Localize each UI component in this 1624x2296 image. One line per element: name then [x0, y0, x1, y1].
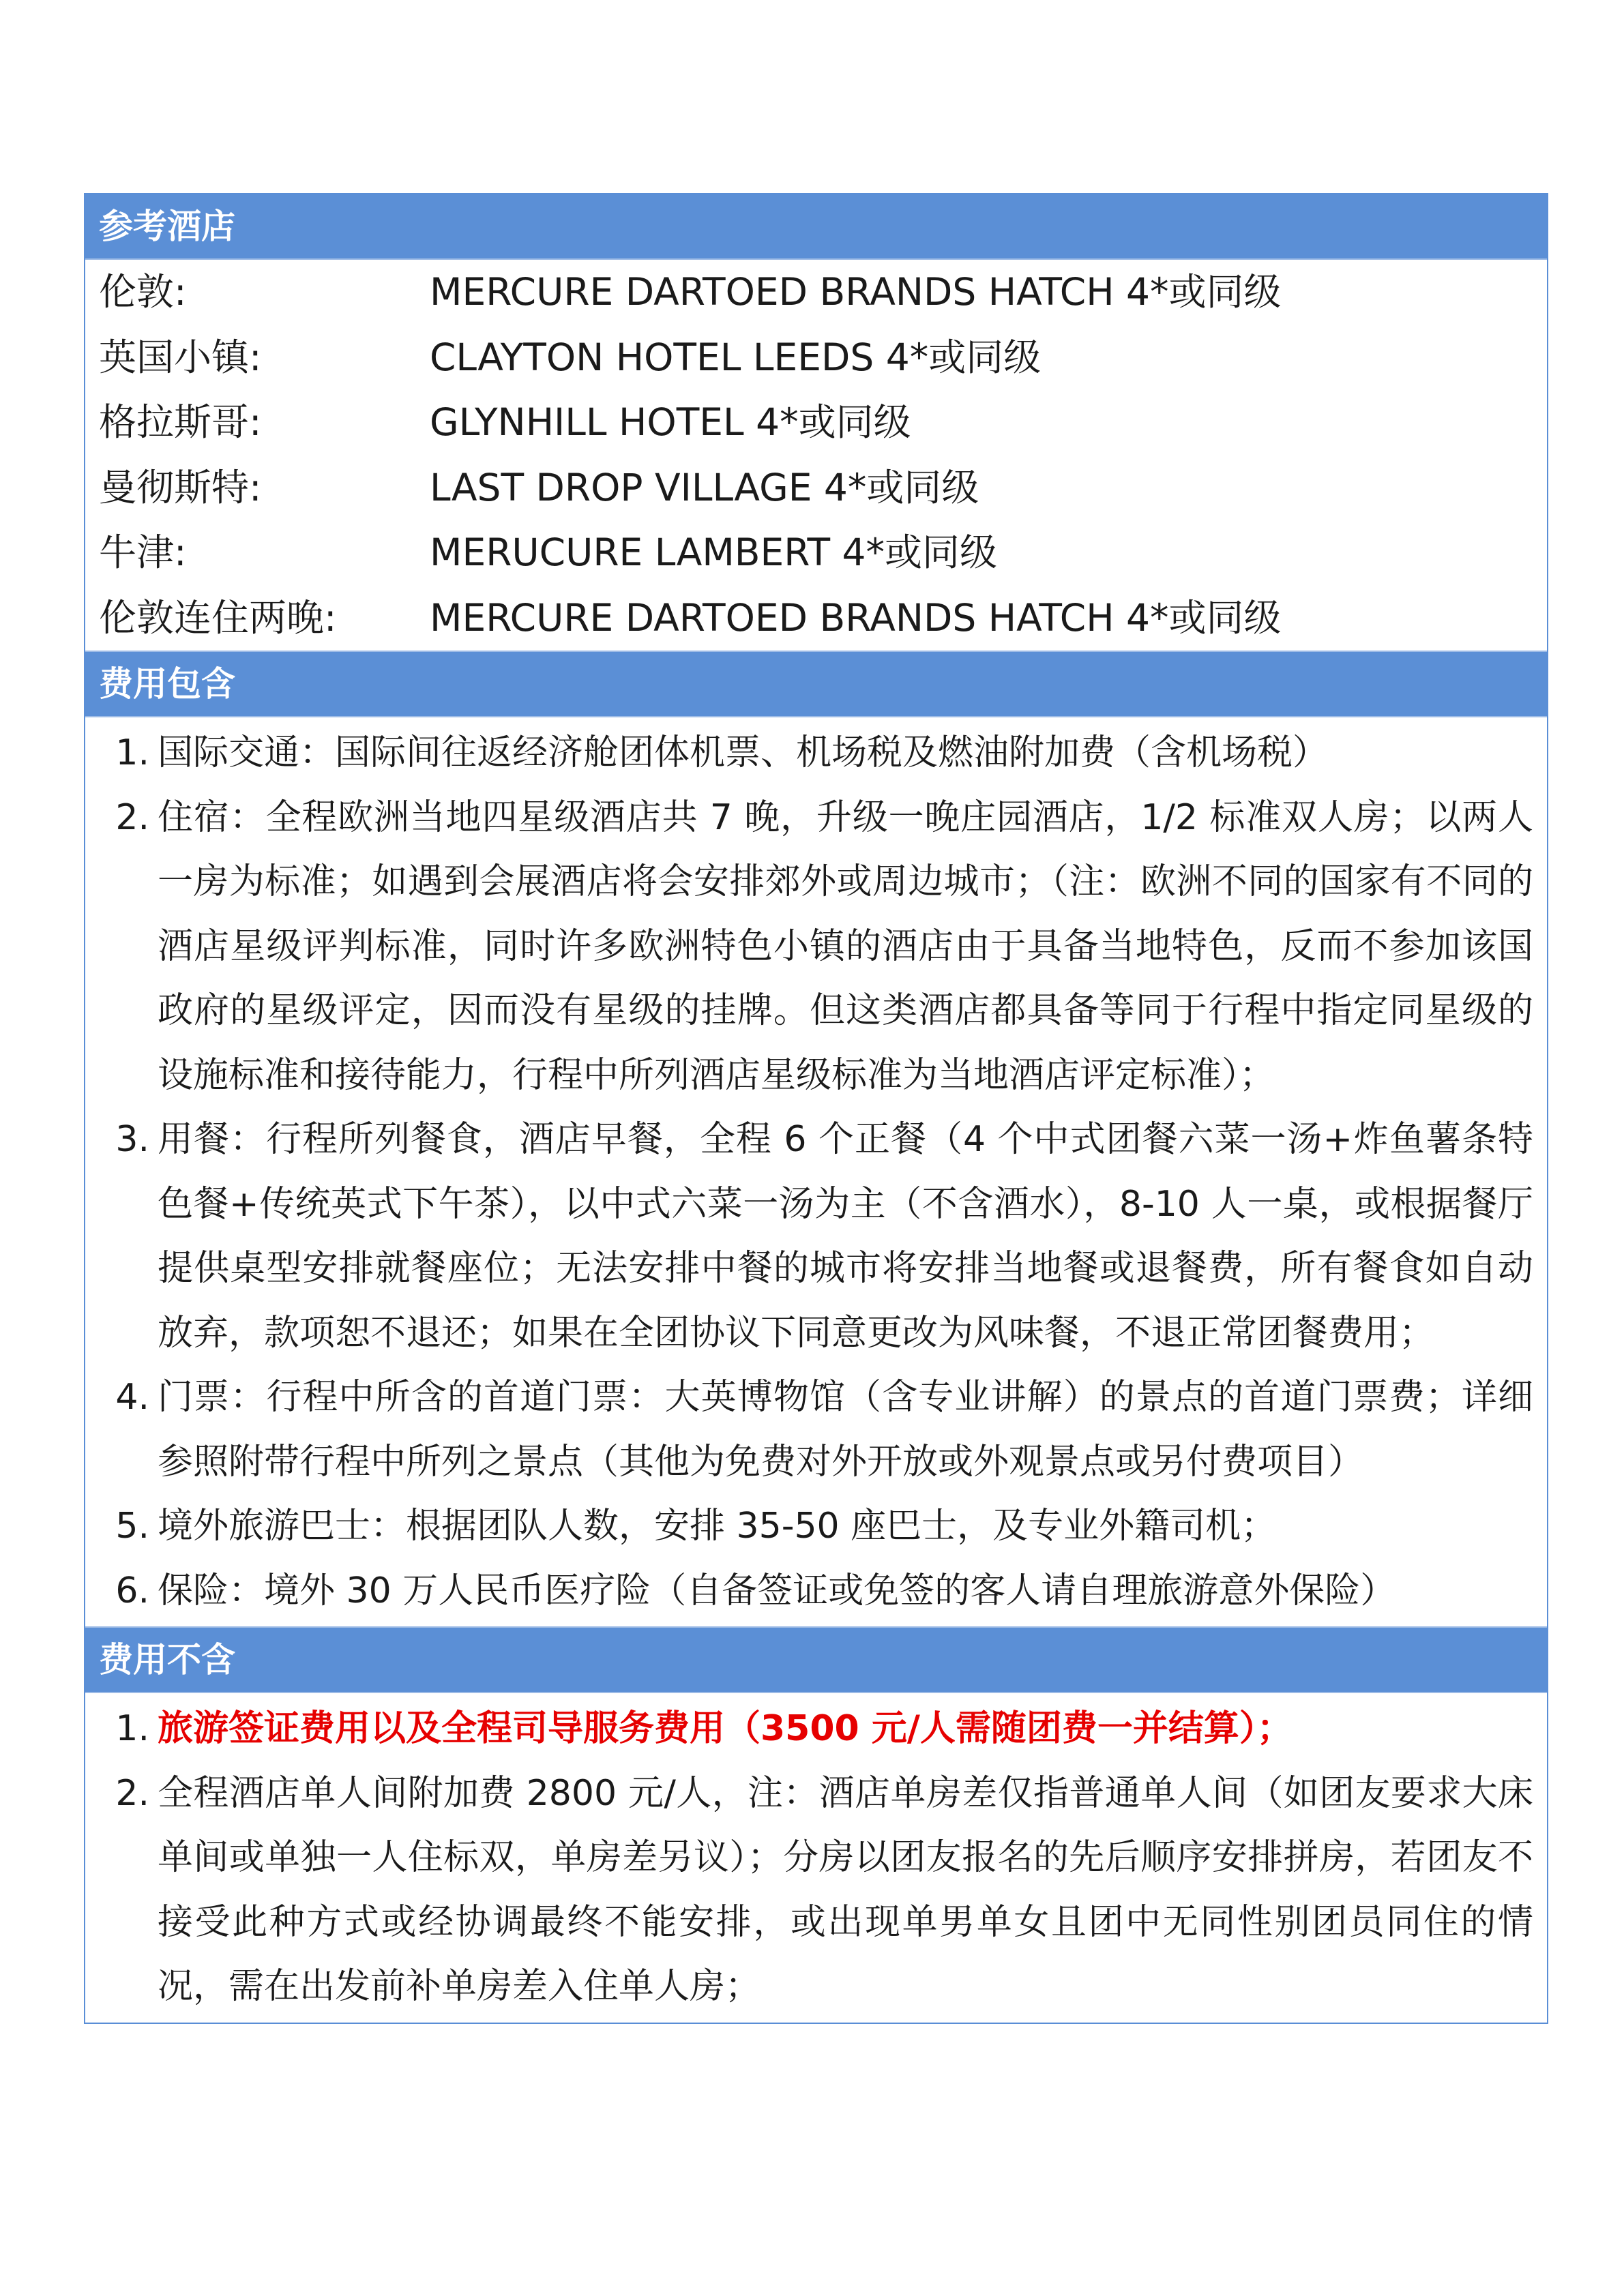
section-header-hotels: 参考酒店	[85, 194, 1547, 260]
hotel-name: MERUCURE LAMBERT 4*或同级	[430, 531, 998, 574]
list-item-highlighted	[85, 1697, 1547, 1761]
list-item	[85, 1365, 1547, 1494]
hotel-city: 格拉斯哥:	[99, 400, 262, 444]
hotel-name: MERCURE DARTOED BRANDS HATCH 4*或同级	[430, 270, 1282, 314]
hotel-city: 伦敦:	[99, 270, 187, 314]
item-number: 3.	[115, 1119, 149, 1160]
list-item	[85, 1559, 1547, 1624]
item-number: 1.	[115, 1708, 149, 1749]
hotel-name: LAST DROP VILLAGE 4*或同级	[430, 465, 979, 509]
hotel-row	[85, 260, 1547, 325]
section-header-included: 费用包含	[85, 651, 1547, 717]
hotel-city: 牛津:	[99, 531, 187, 574]
item-text: 旅游签证费用以及全程司导服务费用（3500 元/人需随团费一并结算）；	[158, 1708, 1293, 1749]
item-number: 2.	[115, 796, 149, 838]
section-header-excluded: 费用不含	[85, 1626, 1547, 1693]
itinerary-cost-table	[84, 193, 1548, 2024]
item-text: 国际交通：国际间往返经济舱团体机票、机场税及燃油附加费（含机场税）	[158, 732, 1329, 773]
hotel-row	[85, 520, 1547, 586]
list-item	[85, 1107, 1547, 1365]
hotel-row	[85, 456, 1547, 521]
item-text: 门票：行程中所含的首道门票：大英博物馆（含专业讲解）的景点的首道门票费；详细参照附带行程中所列之景点（其他为免费对外开放或外观景点或另付费项目）	[158, 1377, 1533, 1482]
item-number: 1.	[115, 732, 149, 773]
item-text: 用餐：行程所列餐食，酒店早餐，全程 6 个正餐（4 个中式团餐六菜一汤+炸鱼薯条特色餐+传统英式下午茶），以中式六菜一汤为主（不含酒水），8-10 人一桌，或根据餐厅提供桌型安排就餐座位；无法安排中餐的城市将安排当地餐或退餐费，所有餐食如自动放弃，款项恕不退还；如果在全团协议下同意更改为风味餐，不退正常团餐费用；	[158, 1119, 1533, 1354]
hotel-name: CLAYTON HOTEL LEEDS 4*或同级	[430, 335, 1042, 379]
hotel-city: 曼彻斯特:	[99, 465, 262, 509]
item-text: 住宿：全程欧洲当地四星级酒店共 7 晚，升级一晚庄园酒店，1/2 标准双人房；以两人一房为标准；如遇到会展酒店将会安排郊外或周边城市；（注：欧洲不同的国家有不同的酒店星级评判标准，同时许多欧洲特色小镇的酒店由于具备当地特色，反而不参加该国政府的星级评定，因而没有星级的挂牌。但这类酒店都具备等同于行程中指定同星级的设施标准和接待能力，行程中所列酒店星级标准为当地酒店评定标准）；	[158, 796, 1533, 1096]
list-item	[85, 721, 1547, 786]
list-item	[85, 1761, 1547, 2019]
item-number: 5.	[115, 1506, 149, 1547]
excluded-list	[85, 1693, 1547, 2023]
hotel-name: MERCURE DARTOED BRANDS HATCH 4*或同级	[430, 595, 1282, 640]
item-number: 4.	[115, 1377, 149, 1418]
hotel-row	[85, 325, 1547, 391]
list-item	[85, 786, 1547, 1108]
hotel-row	[85, 390, 1547, 456]
hotel-city: 伦敦连住两晚:	[99, 595, 337, 640]
item-text: 保险：境外 30 万人民币医疗险（自备签证或免签的客人请自理旅游意外保险）	[158, 1570, 1396, 1611]
hotel-list	[85, 260, 1547, 651]
hotel-name: GLYNHILL HOTEL 4*或同级	[430, 400, 911, 444]
item-number: 2.	[115, 1772, 149, 1814]
item-number: 6.	[115, 1570, 149, 1611]
item-text: 全程酒店单人间附加费 2800 元/人，注：酒店单房差仅指普通单人间（如团友要求大床单间或单独一人住标双，单房差另议）；分房以团友报名的先后顺序安排拼房，若团友不接受此种方式或经协调最终不能安排，或出现单男单女且团中无同性别团员同住的情况，需在出发前补单房差入住单人房；	[158, 1772, 1533, 2007]
hotel-city: 英国小镇:	[99, 335, 262, 379]
item-text: 境外旅游巴士：根据团队人数，安排 35-50 座巴士，及专业外籍司机；	[158, 1506, 1277, 1547]
hotel-row	[85, 586, 1547, 651]
included-list	[85, 717, 1547, 1626]
list-item	[85, 1494, 1547, 1559]
